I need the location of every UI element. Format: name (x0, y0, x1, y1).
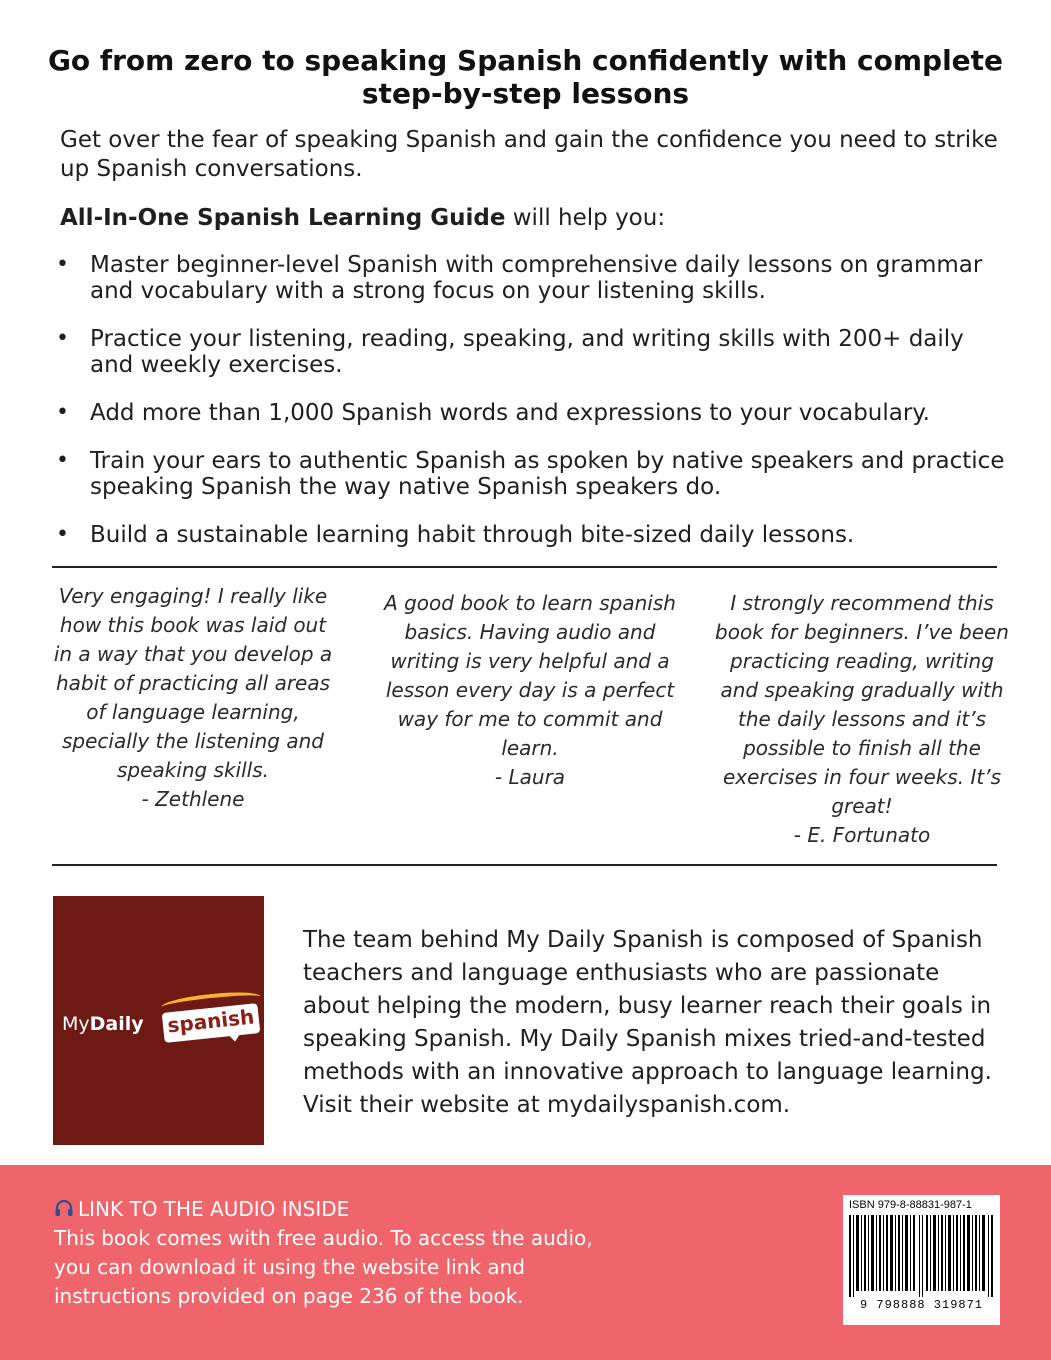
bullet-text: Build a sustainable learning habit through bite-sized daily lessons. (90, 522, 855, 548)
bullet-text: Add more than 1,000 Spanish words and expressions to your vocabulary. (90, 400, 930, 426)
review-zethlene (48, 582, 338, 814)
bullet-icon: • (56, 400, 69, 425)
speech-bubble-tail (226, 1031, 243, 1043)
guide-title: All-In-One Spanish Learning Guide (60, 205, 506, 231)
review-laura (380, 589, 680, 792)
list-item (56, 448, 1006, 500)
logo-wordmark (62, 1013, 144, 1035)
about-publisher: The team behind My Daily Spanish is composed of Spanish teachers and language enthusiasts who are passionate about helping the modern, busy learner reach their goals in speaking Spanish. My Daily Spanish mixes tried-and-tested methods with an innovative approach to language learning. Visit their website at mydailyspanish.com. (303, 927, 992, 1118)
bullet-icon: • (56, 252, 69, 277)
audio-title: LINK TO THE AUDIO INSIDE (78, 1197, 350, 1221)
intro-paragraph: Get over the fear of speaking Spanish and gain the confidence you need to strike up Spanish conversations. (60, 127, 998, 182)
headphones-icon (54, 1198, 74, 1224)
barcode-number: 9 798888 319871 (859, 1298, 984, 1312)
review-author: - Laura (494, 765, 566, 789)
bullet-text: Master beginner-level Spanish with comprehensive daily lessons on grammar and vocabulary with a strong focus on your listening skills. (90, 252, 983, 304)
logo-my: My (62, 1013, 90, 1035)
barcode (843, 1195, 1000, 1325)
divider-top (52, 566, 997, 568)
review-text: I strongly recommend this book for beginners. I’ve been practicing reading, writing and speaking gradually with the daily lessons and it’s possible to finish all the exercises in four weeks. It’s great! (715, 591, 1009, 818)
helps-rest: will help you: (505, 205, 666, 231)
review-text: Very engaging! I really like how this book was laid out in a way that you develop a habit of practicing all areas of language learning, specially the listening and speaking skills. (53, 584, 333, 782)
bullet-icon: • (56, 522, 69, 547)
review-fortunato (712, 589, 1012, 850)
helps-line (60, 204, 1000, 233)
list-item (56, 400, 1006, 426)
my-daily-spanish-logo (53, 896, 264, 1145)
bullet-text: Train your ears to authentic Spanish as spoken by native speakers and practice speaking Spanish the way native Spanish speakers do. (90, 448, 1005, 500)
audio-description: This book comes with free audio. To access the audio, you can download it using the website link and instructions provided on page 236 of the book. (54, 1226, 593, 1308)
review-text: A good book to learn spanish basics. Having audio and writing is very helpful and a lesson every day is a perfect way for me to commit and learn. (384, 591, 676, 760)
list-item (56, 252, 1006, 304)
list-item (56, 522, 1006, 548)
bullet-icon: • (56, 448, 69, 473)
headline: Go from zero to speaking Spanish confidently with complete step-by-step lessons (47, 44, 1004, 110)
bullet-icon: • (56, 326, 69, 351)
bullet-text: Practice your listening, reading, speaking, and writing skills with 200+ daily and weekly exercises. (90, 326, 964, 378)
benefits-list (56, 252, 1006, 570)
isbn-label: ISBN 979-8-88831-987-1 (849, 1199, 972, 1211)
divider-bottom (52, 864, 997, 866)
logo-spanish: spanish (166, 1004, 256, 1038)
logo-daily: Daily (89, 1013, 144, 1035)
review-author: - E. Fortunato (793, 823, 931, 847)
review-author: - Zethlene (141, 787, 245, 811)
list-item (56, 326, 1006, 378)
barcode-bars (847, 1215, 996, 1297)
audio-heading (54, 1196, 349, 1224)
